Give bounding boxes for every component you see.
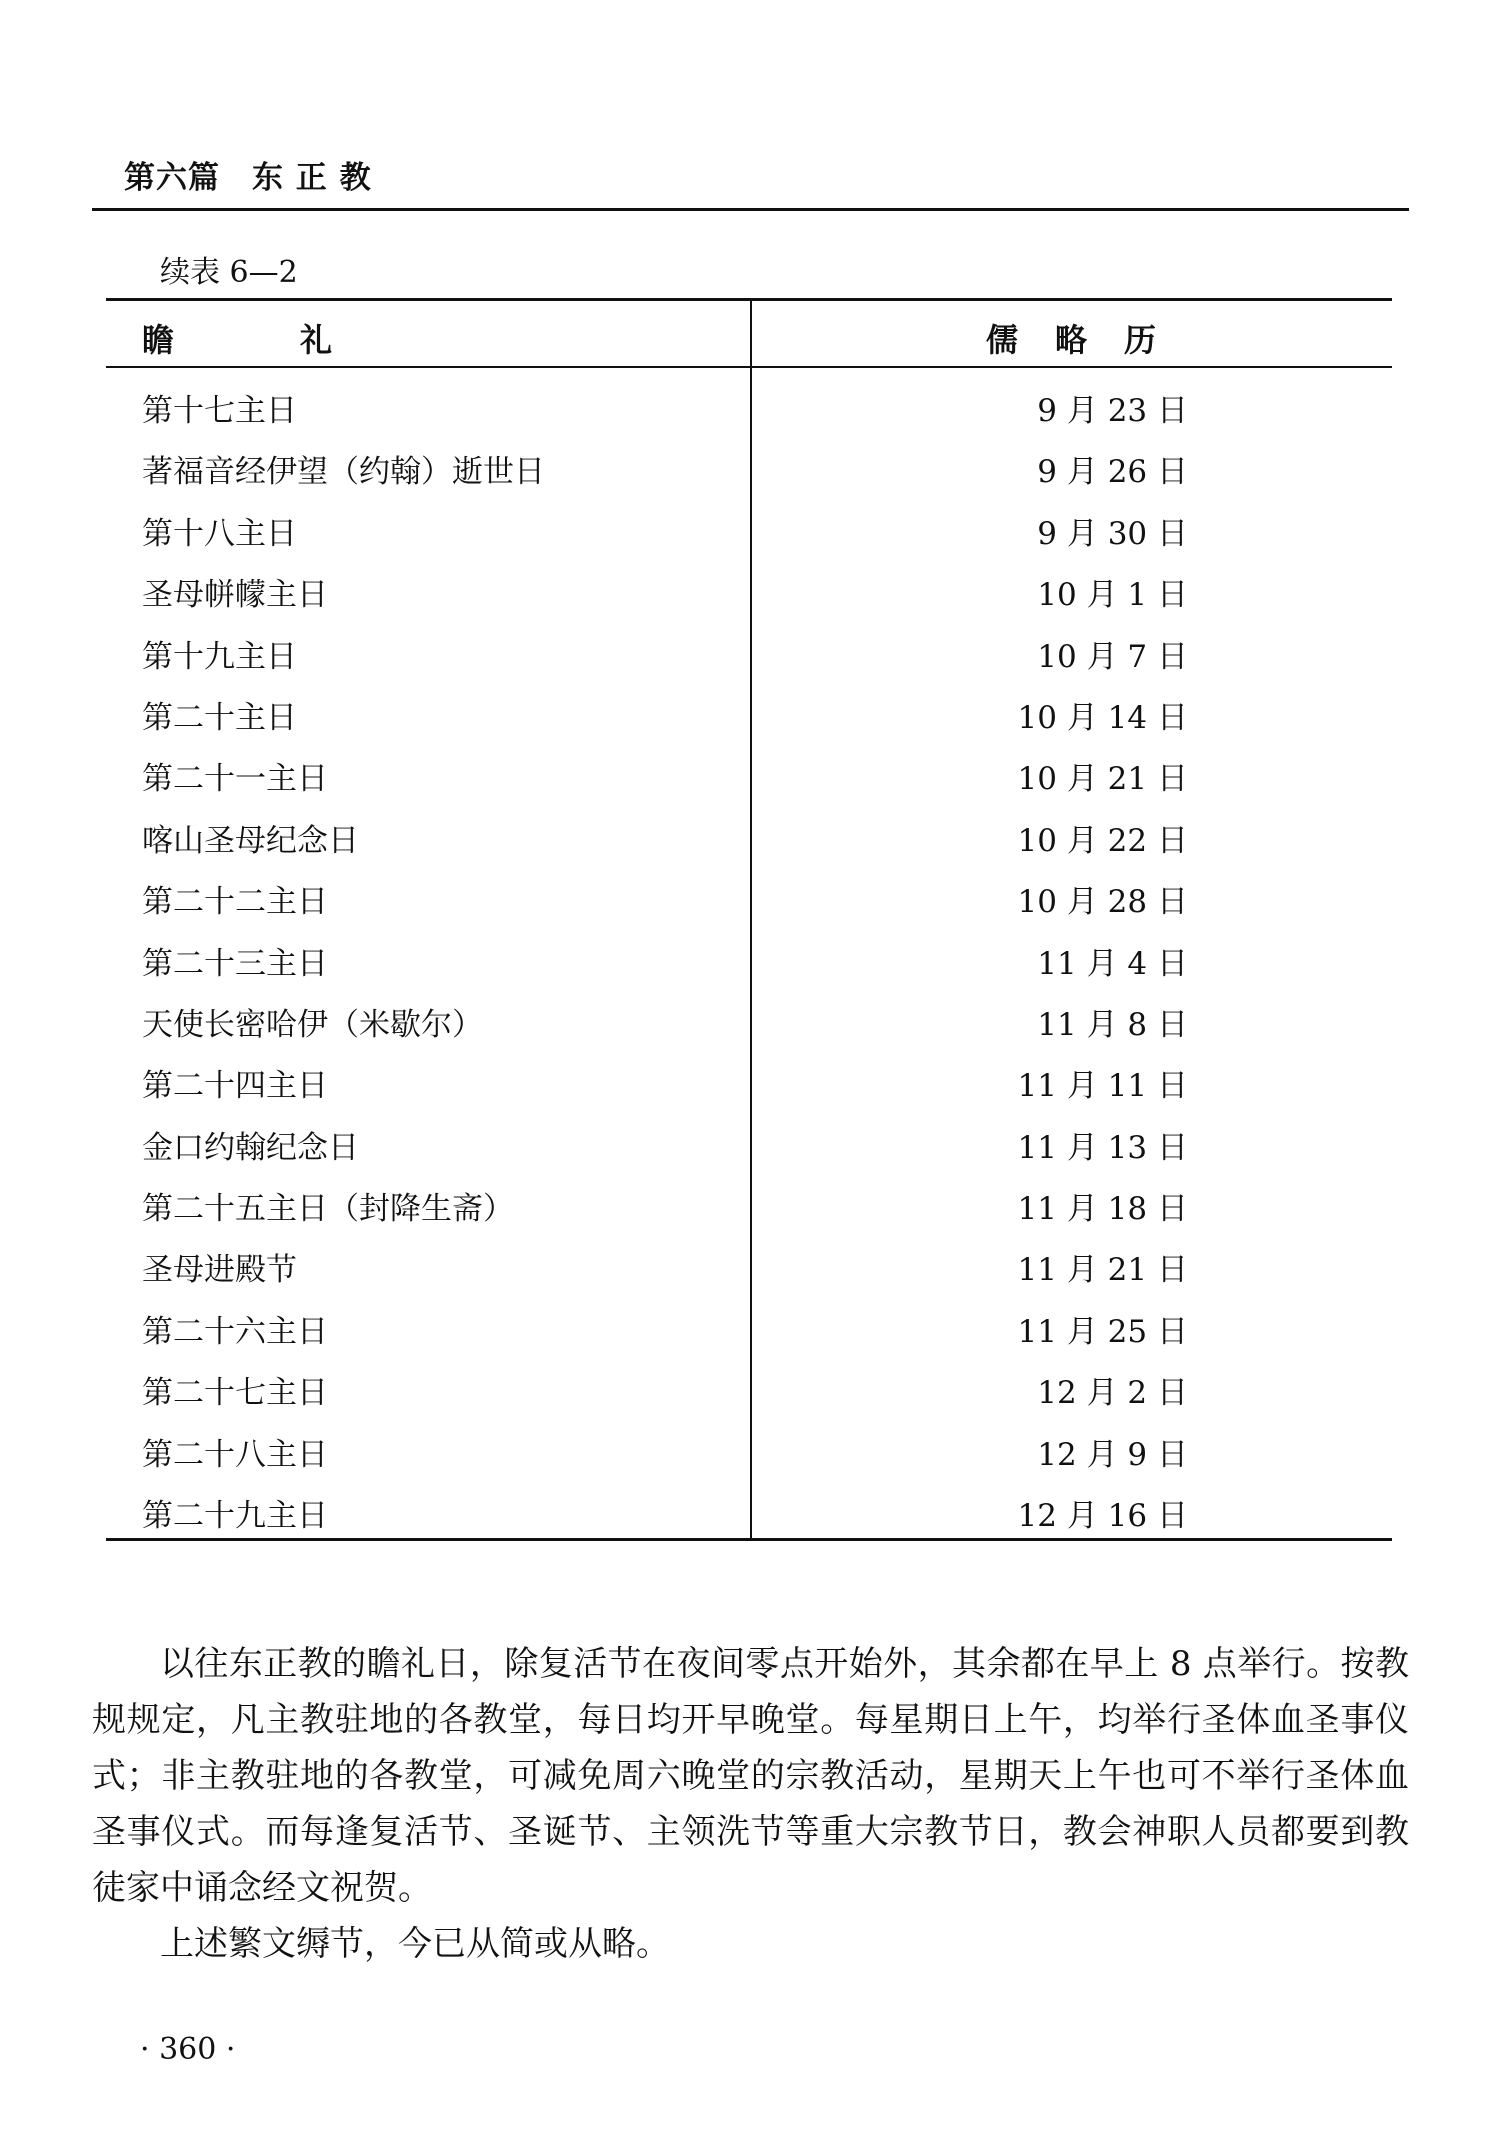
feast-name: 天使长密哈伊（米歇尔）: [142, 1006, 483, 1043]
page-number: · 360 ·: [140, 2032, 236, 2067]
julian-date: 11 月 8 日: [1037, 1006, 1188, 1043]
table-row: [106, 1171, 1392, 1232]
julian-date: 12 月 2 日: [1037, 1375, 1188, 1412]
table-row: [106, 926, 1392, 987]
julian-date: 11 月 21 日: [1017, 1252, 1188, 1289]
feast-name: 第二十三主日: [142, 945, 328, 982]
julian-date: 10 月 7 日: [1037, 638, 1188, 675]
chapter-header: 第六篇 东 正 教: [124, 160, 372, 196]
table-row: [106, 619, 1392, 680]
julian-date: 12 月 9 日: [1037, 1436, 1188, 1473]
table-row: [106, 741, 1392, 802]
feast-name: 第十九主日: [142, 638, 297, 675]
header-rule: [92, 208, 1409, 211]
feast-name: 第二十六主日: [142, 1313, 328, 1350]
table-row: [106, 496, 1392, 557]
feast-name: 第二十五主日（封降生斋）: [142, 1191, 514, 1228]
feast-name: 第二十一主日: [142, 761, 328, 798]
julian-date: 11 月 4 日: [1037, 945, 1188, 982]
column-header-julian-char: 历: [1123, 321, 1156, 359]
feast-name: 第二十主日: [142, 699, 297, 736]
julian-date: 11 月 18 日: [1017, 1191, 1188, 1228]
table-row: [106, 1110, 1392, 1171]
table-row: [106, 680, 1392, 741]
table-row: [106, 987, 1392, 1048]
feast-name: 圣母帡幪主日: [142, 577, 328, 614]
julian-date: 9 月 23 日: [1037, 393, 1188, 429]
julian-date: 9 月 30 日: [1037, 515, 1188, 552]
julian-date: 10 月 1 日: [1037, 577, 1188, 614]
julian-date: 11 月 13 日: [1017, 1129, 1188, 1166]
column-header-julian-char: 略: [1054, 321, 1087, 359]
feast-name: 第二十八主日: [142, 1436, 328, 1473]
calendar-table: [106, 298, 1392, 1541]
julian-date: 10 月 22 日: [1017, 822, 1188, 859]
feast-name: 第十七主日: [142, 393, 297, 429]
table-row: [106, 803, 1392, 864]
feast-name: 著福音经伊望（约翰）逝世日: [142, 454, 545, 491]
julian-date: 9 月 26 日: [1037, 454, 1188, 491]
feast-name: 金口约翰纪念日: [142, 1129, 359, 1166]
table-row: [106, 1294, 1392, 1355]
feast-name: 喀山圣母纪念日: [142, 822, 359, 859]
table-row: [106, 1232, 1392, 1293]
column-header-julian-char: 儒: [986, 321, 1019, 359]
table-body: [106, 373, 1392, 1539]
table-row: [106, 864, 1392, 925]
feast-name: 第二十二主日: [142, 884, 328, 921]
table-row: [106, 557, 1392, 618]
julian-date: 11 月 11 日: [1017, 1068, 1188, 1105]
julian-date: 12 月 16 日: [1017, 1498, 1188, 1535]
body-paragraph: 以往东正教的瞻礼日，除复活节在夜间零点开始外，其余都在早上 8 点举行。按教规规定，凡主教驻地的各教堂，每日均开早晚堂。每星期日上午，均举行圣体血圣事仪式；非主教驻地的各教堂，可减免周六晚堂的宗教活动，星期天上午也可不举行圣体血圣事仪式。而每逢复活节、圣诞节、主领洗节等重大宗教节日，教会神职人员都要到教徒家中诵念经文祝贺。: [92, 1644, 1409, 1908]
feast-name: 第二十九主日: [142, 1498, 328, 1535]
column-header-feast: [142, 315, 332, 361]
feast-name: 第二十七主日: [142, 1375, 328, 1412]
column-header-feast-char: 礼: [299, 321, 332, 359]
body-paragraph: 上述繁文缛节，今已从简或从略。: [160, 1924, 670, 1964]
feast-name: 第二十四主日: [142, 1068, 328, 1105]
julian-date: 10 月 14 日: [1017, 699, 1188, 736]
table-row: [106, 1355, 1392, 1416]
table-row: [106, 373, 1392, 434]
table-row: [106, 1478, 1392, 1539]
header-row-rule: [106, 366, 1392, 368]
table-row: [106, 1417, 1392, 1478]
column-header-feast-char: 瞻: [142, 321, 175, 359]
table-row: [106, 1048, 1392, 1109]
feast-name: 圣母进殿节: [142, 1252, 297, 1289]
julian-date: 11 月 25 日: [1017, 1313, 1188, 1350]
julian-date: 10 月 28 日: [1017, 884, 1188, 921]
table-row: [106, 434, 1392, 495]
feast-name: 第十八主日: [142, 515, 297, 552]
column-header-julian: [986, 315, 1156, 361]
julian-date: 10 月 21 日: [1017, 761, 1188, 798]
table-caption: 续表 6—2: [160, 255, 298, 290]
